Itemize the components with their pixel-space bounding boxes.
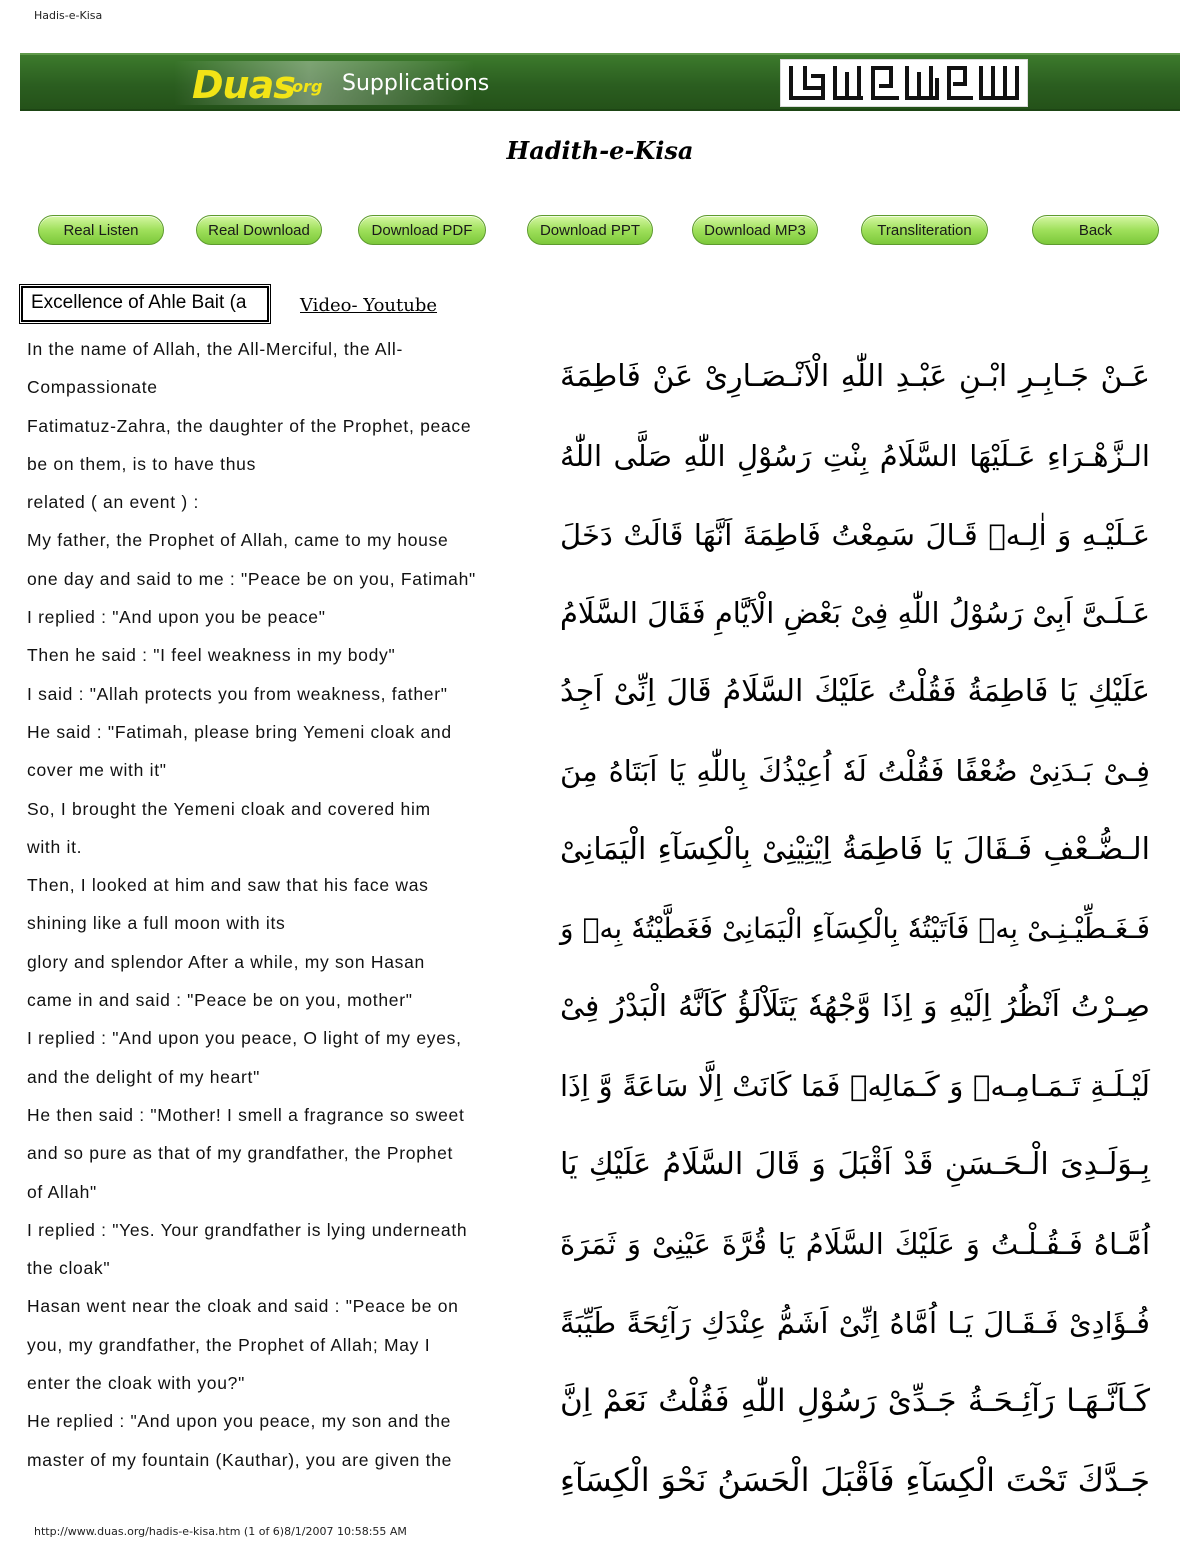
arabic-line: بِـوَلَـدِیَ الْـحَـسَنِ قَدْ اَقْبَلَ وَ قَالَ السَّلَامُ عَلَيْكِ يَا (560, 1146, 1150, 1182)
arabic-line: فِـیْ بَـدَنِیْ ضُعْفًا فَقُلْتُ لَهٗ اُعِيْذُكَ بِاللّٰهِ يَا اَبَتَاهُ مِنَ (560, 753, 1150, 788)
english-line: Then, I looked at him and saw that his face was (27, 875, 429, 896)
arabic-line: الـزَّهْـرَاءِ عَـلَيْهَا السَّلَامُ بِنْتِ رَسُوْلِ اللّٰهِ صَلَّى اللّٰهُ (560, 438, 1150, 473)
english-line: In the name of Allah, the All-Merciful, the All- (27, 339, 403, 359)
action-button-bar (0, 215, 1200, 247)
arabic-line: عَـلَـیَّ اَبِیْ رَسُوْلُ اللّٰهِ فِیْ بَعْضِ الْاَیَّامِ فَقَالَ السَّلَامُ (559, 596, 1150, 631)
arabic-line: جَـدَّكَ تَحْتَ الْكِسَآءِ فَاَقْبَلَ الْحَسَنُ نَحْوَ الْكِسَآءِ (560, 1461, 1150, 1500)
arabic-line: فُـؤَادِیْ فَـقَـالَ يَـا اُمَّاهُ اِنِّیْ اَشَمُّ عِنْدَكِ رَآئِحَةً طَيِّبَةً (560, 1305, 1150, 1340)
back-button[interactable]: Back (1032, 215, 1159, 245)
logo-org-text: .org (286, 77, 323, 96)
english-line: Then he said : "I feel weakness in my body" (27, 645, 396, 666)
arabic-text (560, 338, 1150, 1520)
english-line: cover me with it" (27, 760, 167, 781)
english-line: He then said : "Mother! I smell a fragrance so sweet (27, 1104, 465, 1125)
transliteration-button[interactable]: Transliteration (861, 215, 988, 245)
english-line: Compassionate (27, 377, 158, 398)
english-line: I replied : "And upon you peace, O light of my eyes, (27, 1028, 462, 1049)
arabic-line: اُمَّـاهُ فَـقُـلْـتُ وَ عَلَيْكَ السَّلَامُ يَا قُرَّةَ عَيْنِیْ وَ ثَمَرَةَ (560, 1226, 1150, 1261)
english-line: you, my grandfather, the Prophet of Allah; May I (27, 1334, 431, 1355)
arabic-line: عَـلَيْـهِ وَ اٰلِـهٖ قَـالَ سَمِعْتُ فَاطِمَةَ اَنَّهَا قَالَتْ دَخَلَ (560, 517, 1150, 552)
arabic-line: عَلَيْكِ يَا فَاطِمَةُ فَقُلْتُ عَلَيْكَ السَّلَامُ قَالَ اِنِّیْ اَجِدُ (560, 674, 1150, 710)
download-mp3-button[interactable]: Download MP3 (692, 215, 818, 245)
english-line: I replied : "Yes. Your grandfather is lying underneath (27, 1219, 468, 1240)
site-banner (20, 53, 1180, 111)
english-line: enter the cloak with you?" (27, 1373, 245, 1394)
english-line: of Allah" (27, 1181, 97, 1202)
english-line: and the delight of my heart" (27, 1066, 261, 1087)
english-line: came in and said : "Peace be on you, mother" (27, 990, 413, 1011)
arabic-line: لَيْـلَـةِ تَـمَـامِـهٖ وَ كَـمَالِهٖ فَمَا كَانَتْ اِلَّا سَاعَةً وَّ اِذَا (560, 1069, 1150, 1104)
site-logo[interactable] (174, 61, 490, 107)
video-youtube-link[interactable]: Video- Youtube (300, 295, 438, 316)
topic-select[interactable]: Excellence of Ahle Bait (a (21, 286, 269, 322)
arabic-line: فَـغَـطِّيْـنِـیْ بِهٖ فَاَتَيْتُهٗ بِالْكِسَآءِ الْيَمَانِیْ فَغَطَّيْتُهٗ بِهٖ وَ (560, 911, 1150, 945)
english-line: glory and splendor After a while, my son Hasan (27, 951, 425, 972)
english-translation (27, 330, 557, 1479)
arabic-line: صِـرْتُ اَنْظُرُ اِلَيْهِ وَ اِذَا وَّجْهُهٗ يَتَلَاْلَؤُ كَاَنَّهُ الْبَدْرُ فِیْ (560, 989, 1150, 1025)
english-line: with it. (27, 836, 83, 857)
arabic-line: الـضُّـعْفِ فَـقَالَ يَا فَاطِمَةُ اِيْتِيْنِیْ بِالْكِسَآءِ الْيَمَانِیْ (560, 831, 1150, 867)
calligraphy-icon (781, 60, 1027, 106)
english-line: I replied : "And upon you be peace" (27, 607, 326, 628)
english-line: the cloak" (27, 1258, 111, 1279)
english-line: He replied : "And upon you peace, my son and the (27, 1411, 452, 1432)
print-header: Hadis-e-Kisa (34, 9, 103, 22)
logo-tagline: Supplications (342, 71, 490, 96)
page-title: Hadith-e-Kisa (506, 136, 694, 165)
english-line: I said : "Allah protects you from weakness, father" (27, 683, 448, 704)
arabic-line: كَـاَنَّـهَـا رَآئِـحَـةُ جَـدِّیْ رَسُوْلِ اللّٰهِ فَقُلْتُ نَعَمْ اِنَّ (560, 1383, 1150, 1420)
download-pdf-button[interactable]: Download PDF (358, 215, 486, 245)
english-line: master of my fountain (Kauthar), you are given the (27, 1449, 453, 1470)
real-download-button[interactable]: Real Download (196, 215, 322, 245)
english-line: Fatimatuz-Zahra, the daughter of the Prophet, peace (27, 415, 472, 436)
english-line: related ( an event ) : (27, 492, 200, 513)
english-line: So, I brought the Yemeni cloak and covered him (27, 798, 431, 819)
english-line: My father, the Prophet of Allah, came to my house (27, 530, 449, 551)
english-line: and so pure as that of my grandfather, the Prophet (27, 1143, 454, 1164)
bismillah-calligraphy-image (780, 59, 1028, 107)
print-footer: http://www.duas.org/hadis-e-kisa.htm (1 of 6)8/1/2007 10:58:55 AM (34, 1525, 407, 1538)
logo-main-text: Duas (192, 63, 295, 107)
english-line: He said : "Fatimah, please bring Yemeni cloak and (27, 721, 452, 742)
arabic-line: عَـنْ جَـابِـرِ ابْـنِ عَبْـدِ اللّٰهِ الْاَنْـصَـارِیْ عَنْ فَاطِمَةَ (560, 359, 1150, 394)
english-line: Hasan went near the cloak and said : "Peace be on (27, 1296, 459, 1317)
english-line: shining like a full moon with its (27, 913, 286, 934)
english-line: one day and said to me : "Peace be on you, Fatimah" (27, 568, 476, 589)
real-listen-button[interactable]: Real Listen (38, 215, 164, 245)
english-line: be on them, is to have thus (27, 453, 257, 474)
download-ppt-button[interactable]: Download PPT (527, 215, 653, 245)
